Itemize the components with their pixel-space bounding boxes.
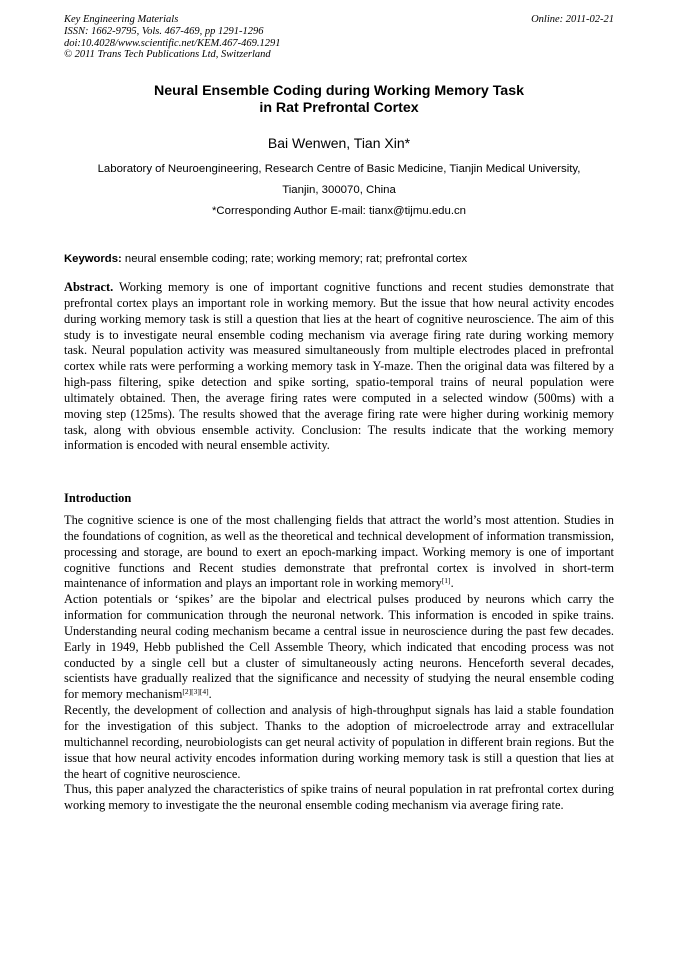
title-line-1: Neural Ensemble Coding during Working Memory Task [154,83,524,99]
journal-header [64,14,444,61]
intro-paragraph-2-text: Action potentials or ‘spikes’ are the bipolar and electrical pulses produced by neurons which carry the information for communication through the neuronal network. This information is encoded in spike trains. Understanding neural coding mechanism became a central issue in neuroscience during the past few decades. Early in 1949, Hebb published the Cell Assemble Theory, which indicated that encoding process was not conducted by a single cell but a cluster of simultaneously acting neurons. Henceforth several decades, scientists have gradually realized that the significance and necessity of studying the neural ensemble coding for memory mechanism [64,592,614,702]
abstract-label: Abstract. [64,280,114,294]
introduction-body [64,513,614,814]
affiliation [64,159,614,222]
abstract-text: Working memory is one of important cognitive functions and recent studies demonstrate that prefrontal cortex plays an important role in working memory. But the issue that how neural activity encodes during working memory task is still a question that lies at the heart of cognitive neuroscience. The aim of this study is to investigate neural ensemble coding mechanism via average firing rate during working memory task. Neural population activity was measured simultaneously from multiple electrodes placed in prefrontal cortex while rats were performing a working memory task in Y-maze. Then the original data was filtered by a high-pass filtering, spike detection and spike sorting, spatio-temporal trains of neural population were ultimately obtained. Then, the average firing rates were computed in a selected window (500ms) with a moving step (125ms). The results showed that the average firing rate were higher during workinig memory task, along with obvious ensemble activity. Conclusion: The results indicate that the working memory information is encoded with neural ensemble activity. [64,280,614,453]
issn-line: ISSN: 1662-9795, Vols. 467-469, pp 1291-1296 [64,25,264,37]
affiliation-line-1: Laboratory of Neuroengineering, Research Centre of Basic Medicine, Tianjin Medical University, [97,163,581,175]
intro-paragraph-4: Thus, this paper analyzed the characteristics of spike trains of neural population in rat prefrontal cortex during working memory to investigate the the neuronal ensemble coding mechanism via average firing rate. [64,782,614,813]
keywords [64,252,616,266]
citation-ref: [2][3][4] [182,687,209,697]
online-date: Online: 2011-02-21 [531,14,614,25]
doi-line: doi:10.4028/www.scientific.net/KEM.467-469.1291 [64,37,281,49]
section-heading-introduction: Introduction [64,491,132,505]
abstract [64,280,614,454]
affiliation-line-2: Tianjin, 300070, China [282,184,396,196]
copyright-line: © 2011 Trans Tech Publications Ltd, Switzerland [64,49,271,61]
keywords-text: neural ensemble coding; rate; working memory; rat; prefrontal cortex [124,253,468,265]
authors: Bai Wenwen, Tian Xin* [267,135,411,151]
intro-paragraph-1 [64,513,614,592]
citation-ref: [1] [441,576,451,586]
intro-paragraph-2-end: . [208,687,212,702]
journal-name: Key Engineering Materials [64,14,179,25]
intro-paragraph-1-text: The cognitive science is one of the most challenging fields that attract the world’s most attention. Studies in the foundations of cognition, as well as the theoretical and technical development of information transmission, processing and storage, are bound to exert an epoch-marking impact. Working memory is one of important cognitive functions and Recent studies demonstrate that prefrontal cortex is involved in short-term maintenance of information and plays an important role in working memory [64,513,614,591]
corresponding-author: *Corresponding Author E-mail: tianx@tijmu.edu.cn [211,205,467,217]
keywords-label: Keywords: [64,253,122,265]
intro-paragraph-3: Recently, the development of collection and analysis of high-throughput signals has laid a stable foundation for the investigation of this subject. Thanks to the adoption of microelectrode array and extracellular multichannel recording, neurobiologists can get neural activity of population in different brain regions. But the issue that how neural activity encodes information during working memory task is still a question that lies at the heart of cognitive neuroscience. [64,703,614,781]
title-line-2: in Rat Prefrontal Cortex [259,100,419,116]
intro-paragraph-1-end: . [450,576,454,591]
intro-paragraph-2 [64,592,614,703]
paper-title [60,83,618,117]
